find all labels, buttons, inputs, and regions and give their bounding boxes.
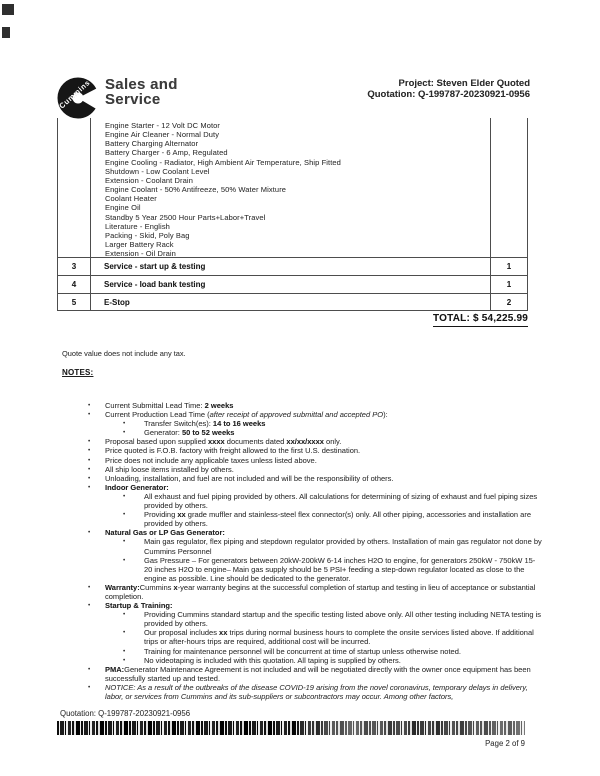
note-text: Startup & Training: — [105, 601, 173, 611]
item-line: Battery Charging Alternator — [105, 139, 199, 149]
note-text: Cummins — [139, 582, 174, 592]
note-text: All exhaust and fuel piping provided by others. All calculations for determining of sizing of exhaust and fuel piping sizes provided by others. — [144, 491, 538, 511]
continued-items-row — [57, 118, 528, 257]
note-text: 14 to 16 weeks — [212, 419, 266, 429]
row-quantity: 1 — [490, 276, 528, 293]
note-text: documents dated — [224, 437, 287, 447]
note-text: Price does not include any applicable taxes unless listed above. — [105, 455, 317, 465]
line-number-cell — [57, 118, 90, 257]
note-text: grade muffler and stainless-steel flex connector(s) only. All other piping, accessories and installation are provided by others. — [144, 510, 532, 529]
note-item — [57, 483, 543, 492]
note-text: Providing Cummins standard startup and the specific testing listed above only. All other testing including NETA testing is provided by others. — [144, 610, 542, 629]
note-item — [57, 510, 543, 528]
note-item — [57, 647, 543, 656]
qty-cell — [490, 118, 528, 257]
bullet-icon: • — [88, 665, 91, 673]
item-line: Engine Cooling - Radiator, High Ambient Air Temperature, Ship Fitted — [105, 157, 341, 167]
bullet-icon: • — [88, 474, 91, 482]
note-text: PMA: — [105, 664, 125, 674]
bullet-icon: • — [123, 492, 126, 500]
barcode — [57, 721, 525, 735]
pricing-table — [57, 118, 528, 311]
item-line: Shutdown - Low Coolant Level — [105, 166, 210, 176]
bullet-icon: • — [123, 656, 126, 664]
note-text: trips during normal business hours to complete the onsite services listed above. If additional trips or after-hours trips are required, additional cost will be incurred. — [144, 628, 534, 647]
bullet-icon: • — [88, 456, 91, 464]
logo-wordmark: Cummins — [57, 78, 92, 111]
note-text: x — [173, 582, 178, 592]
note-item — [57, 401, 543, 410]
note-text: 2 weeks — [204, 401, 234, 410]
note-text: Main gas regulator, flex piping and stepdown regulator provided by others. Installation of main gas regulator not done by Cummins Personnel — [144, 537, 542, 556]
note-item — [57, 583, 543, 601]
table-row — [57, 257, 528, 275]
note-text: Warranty: — [105, 582, 140, 592]
quotation-label: Quotation: Q-199787-20230921-0956 — [367, 88, 530, 100]
item-line: Larger Battery Rack — [105, 240, 174, 250]
note-item — [57, 465, 543, 474]
item-line: Packing - Skid, Poly Bag — [105, 230, 190, 240]
total-amount: TOTAL: $ 54,225.99 — [433, 313, 528, 327]
bullet-icon: • — [123, 611, 126, 619]
bullet-icon: • — [123, 538, 126, 546]
brand-line1: Sales and — [105, 76, 178, 93]
row-description: Service - load bank testing — [90, 276, 490, 293]
project-label: Project: Steven Elder Quoted — [398, 78, 530, 89]
bullet-icon: • — [123, 629, 126, 637]
row-description: Service - start up & testing — [90, 258, 490, 275]
bullet-icon: • — [88, 402, 91, 409]
note-item — [57, 628, 543, 646]
item-line: Literature - English — [105, 221, 170, 231]
items-cell — [90, 118, 490, 257]
note-item — [57, 446, 543, 455]
note-item — [57, 665, 543, 683]
scan-artifact — [2, 27, 10, 38]
row-quantity: 2 — [490, 294, 528, 310]
table-row — [57, 275, 528, 293]
note-text: Proposal based upon supplied — [105, 437, 208, 447]
row-number: 4 — [57, 276, 90, 293]
header-meta — [367, 79, 530, 100]
bullet-icon: • — [88, 529, 91, 537]
note-text: ): — [383, 410, 388, 420]
note-item — [57, 528, 543, 537]
row-number: 3 — [57, 258, 90, 275]
note-text: Price quoted is F.O.B. factory with freight allowed to the first U.S. destination. — [105, 446, 361, 456]
note-item — [57, 474, 543, 483]
note-text: xx/xx/xxxx — [286, 437, 324, 447]
note-text: 50 to 52 weeks — [181, 428, 235, 438]
page-number: Page 2 of 9 — [485, 739, 525, 748]
note-item — [57, 537, 543, 555]
note-item — [57, 656, 543, 665]
bullet-icon: • — [88, 583, 91, 591]
item-line: Extension - Coolant Drain — [105, 175, 193, 185]
note-text: All ship loose items installed by others. — [105, 464, 234, 474]
note-text: only. — [323, 437, 342, 447]
bullet-icon: • — [88, 683, 91, 691]
note-text: Indoor Generator: — [105, 482, 169, 492]
note-text: Providing — [144, 510, 178, 520]
row-description: E-Stop — [90, 294, 490, 310]
note-text: Gas Pressure – For generators between 20kW-200kW 6-14 inches H2O to engine, for generators 250kW - 750kW 15-20 inches H2O to engine– Main gas supply should be 5 PSI+ feeding a step-down regulator located as close to the engine as possible. Line should be dedicated to the generator. — [144, 555, 536, 583]
table-rows — [57, 257, 528, 311]
bullet-icon: • — [123, 429, 126, 437]
tax-note: Quote value does not include any tax. — [62, 349, 186, 358]
note-text: xx — [177, 510, 186, 520]
note-text: Natural Gas or LP Gas Generator: — [105, 528, 225, 538]
item-line: Engine Oil — [105, 203, 141, 213]
bullet-icon: • — [88, 483, 91, 491]
bullet-icon: • — [123, 511, 126, 519]
item-line: Standby 5 Year 2500 Hour Parts+Labor+Travel — [105, 212, 266, 222]
bullet-icon: • — [123, 420, 126, 428]
note-text: Generator: — [144, 428, 182, 438]
row-quantity: 1 — [490, 258, 528, 275]
bullet-icon: • — [88, 465, 91, 473]
note-text: after receipt of approved submittal and accepted PO — [209, 410, 384, 420]
note-text: Unloading, installation, and fuel are not included and will be the responsibility of others. — [105, 473, 394, 483]
note-text: Transfer Switch(es): — [144, 419, 213, 429]
note-text: xx — [219, 628, 228, 638]
note-text: Generator Maintenance Agreement is not included and will be negotiated directly with the owner once equipment has been successfully started up and tested. — [105, 664, 531, 683]
bullet-icon: • — [88, 411, 91, 419]
note-item — [57, 428, 543, 437]
scan-artifact — [2, 4, 14, 15]
note-text: -year warranty begins at the successful completion of startup and testing in lieu of acceptance or substantial completion. — [105, 582, 536, 601]
note-text: xxxx — [208, 437, 225, 447]
note-item — [57, 610, 543, 628]
note-item — [57, 456, 543, 465]
footer-quotation: Quotation: Q-199787-20230921-0956 — [60, 709, 191, 718]
note-item — [57, 556, 543, 583]
item-line: Coolant Heater — [105, 194, 157, 204]
bullet-icon: • — [123, 556, 126, 564]
note-text: Current Submittal Lead Time: — [105, 401, 205, 410]
note-item — [57, 683, 543, 701]
notes-heading: NOTES: — [62, 368, 94, 377]
note-item — [57, 437, 543, 446]
item-line: Engine Air Cleaner - Normal Duty — [105, 130, 220, 140]
item-line: Battery Charger - 6 Amp, Regulated — [105, 148, 228, 158]
bullet-icon: • — [88, 438, 91, 446]
note-text: Our proposal includes — [144, 628, 220, 638]
cummins-logo — [57, 75, 101, 121]
note-item — [57, 419, 543, 428]
table-row — [57, 293, 528, 311]
item-line: Engine Coolant - 50% Antifreeze, 50% Water Mixture — [105, 185, 287, 195]
bullet-icon: • — [88, 602, 91, 610]
note-item — [57, 410, 543, 419]
brand-title — [105, 77, 178, 107]
item-line: Engine Starter - 12 Volt DC Motor — [105, 121, 221, 130]
note-text: Training for maintenance personnel will be concurrent at time of startup unless otherwise noted. — [144, 646, 461, 656]
bullet-icon: • — [123, 647, 126, 655]
note-item — [57, 492, 543, 510]
item-line: Extension - Oil Drain — [105, 249, 176, 259]
notes-list — [57, 401, 543, 701]
row-number: 5 — [57, 294, 90, 310]
note-text: No videotaping is included with this quotation. All taping is supplied by others. — [144, 655, 401, 665]
bullet-icon: • — [88, 447, 91, 455]
brand-line2: Service — [105, 91, 161, 108]
note-item — [57, 601, 543, 610]
note-text: NOTICE: As a result of the outbreaks of the disease COVID-19 arising from the novel coronavirus, temporary delays in delivery, labor, or services from Cummins and its sub-suppliers or subcontractors may occur. Among other factors, — [105, 682, 528, 701]
note-text: Current Production Lead Time ( — [105, 410, 210, 420]
